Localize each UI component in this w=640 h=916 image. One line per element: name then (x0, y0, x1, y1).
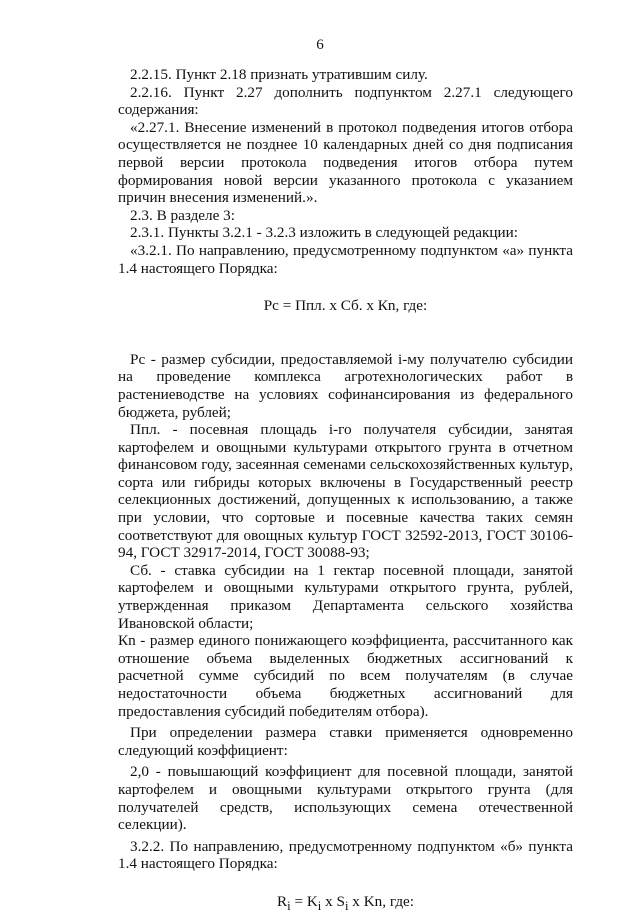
paragraph-3-2-2: 3.2.2. По направлению, предусмотренному подпунктом «б» пункта 1.4 настоящего Порядка: (118, 837, 573, 873)
paragraph-2-2-15: 2.2.15. Пункт 2.18 признать утратившим силу. (130, 66, 428, 83)
paragraph-2-3: 2.3. В разделе 3: (130, 206, 235, 224)
formula-ri-eq: = K (290, 892, 318, 910)
paragraph-2-27-1-quote: «2.27.1. Внесение изменений в протокол подведения итогов отбора осуществляется не позднее 10 календарных дней со дня подписания первой версии протокола подведения итогов отбора путем формирования новой версии указанного протокола с указанием причин внесения изменений.». (118, 118, 573, 207)
formula-ri-r: R (276, 892, 288, 910)
paragraph-2-3-1: 2.3.1. Пункты 3.2.1 - 3.2.3 изложить в следующей редакции: (130, 224, 519, 242)
definition-kn: Кn - размер единого понижающего коэффициента, рассчитанного как отношение объема выделенных бюджетных ассигнований к расчетной сумме субсидий по всем получателям (в случае недостаточности объема бюджетных ассигнований для предоставления субсидий победителям отбора). (118, 632, 573, 720)
formula-ri-s-sub: i (344, 898, 349, 913)
page-number: 6 (316, 37, 324, 53)
formula-ri (118, 893, 573, 916)
formula-ri-rest: x Kn, где: (348, 892, 415, 910)
formula-subsidy: Рс = Ппл. х Сб. х Кn, где: (263, 297, 428, 315)
paragraph-3-2-1: «3.2.1. По направлению, предусмотренному подпунктом «а» пункта 1.4 настоящего Порядка: (118, 241, 573, 277)
formula-ri-x1: x S (321, 892, 345, 910)
definition-ppl: Ппл. - посевная площадь i-го получателя субсидии, занятая картофелем и овощными культурами открытого грунта в отчетном финансовом году, засеянная семенами сельскохозяйственных культур, сорта или гибриды которых включены в Государственный реестр селекционных достижений, допущенных к использованию, а также при условии, что сортовые и посевные качества таких семян соответствуют для овощных культур ГОСТ 32592-2013, ГОСТ 30106-94, ГОСТ 32917-2014, ГОСТ 30088-93; (118, 421, 573, 562)
formula-ri-r-sub: i (287, 898, 291, 913)
paragraph-2-2-16: 2.2.16. Пункт 2.27 дополнить подпунктом 2.27.1 следующего содержания: (118, 83, 573, 119)
definition-rs: Рс - размер субсидии, предоставляемой i-му получателю субсидии на проведение комплекса агротехнологических работ в растениеводстве на условиях софинансирования из федерального бюджета, рублей; (118, 350, 573, 421)
paragraph-increasing-coefficient: 2,0 - повышающий коэффициент для посевной площади, занятой картофелем и овощными культурами открытого грунта (для получателей средств, использующих семена отечественной селекции). (118, 763, 573, 834)
paragraph-rate-coefficient: При определении размера ставки применяется одновременно следующий коэффициент: (118, 724, 573, 759)
document-body (118, 66, 573, 916)
definition-sb: Сб. - ставка субсидии на 1 гектар посевной площади, занятой картофелем и овощными культурами открытого грунта, рублей, утвержденная приказом Департамента сельского хозяйства Ивановской области; (118, 561, 573, 632)
formula-ri-k-sub: i (317, 898, 322, 913)
